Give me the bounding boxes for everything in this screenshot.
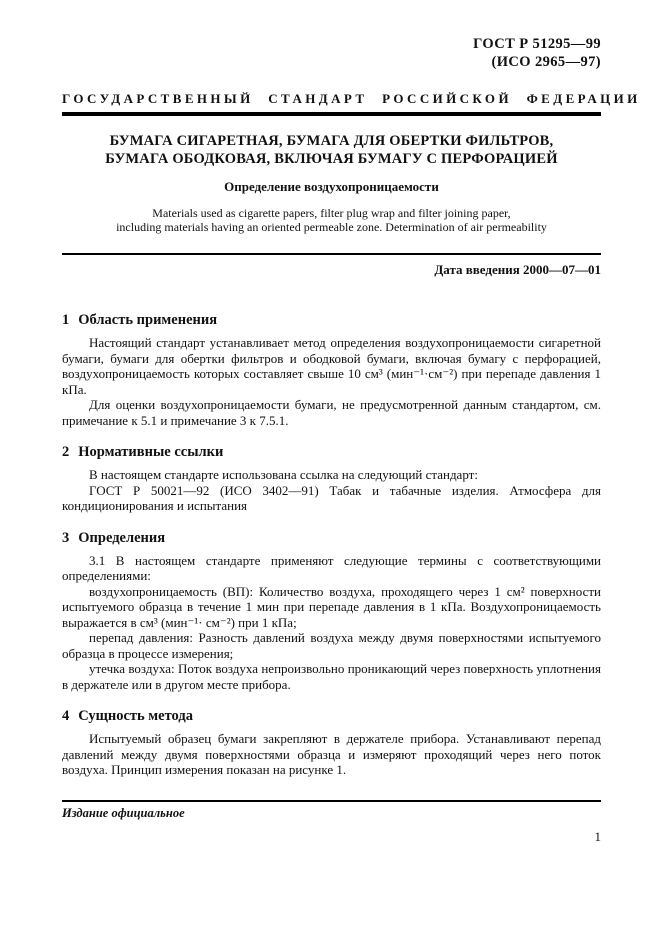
document-title-en-line1: Materials used as cigarette papers, filter plug wrap and filter joining paper, — [152, 206, 511, 220]
document-title-en-line2: including materials having an oriented permeable zone. Determination of air permeability — [116, 219, 547, 234]
section-title: Определения — [78, 529, 166, 546]
document-subtitle: Определение воздухопроницаемости — [224, 179, 439, 194]
paragraph: Настоящий стандарт устанавливает метод определения воздухопроницаемости сигаретной бумаги, бумаги для обертки фильтров и ободковой бумаги, включая бумагу с перфорацией, воздухопроницаемость которых составляет свыше 10 см³ (мин⁻¹·см⁻²) при перепаде давления 1 кПа. — [62, 335, 601, 397]
section-heading — [62, 708, 601, 725]
paragraph: ГОСТ Р 50021—92 (ИСО 3402—91) Табак и табачные изделия. Атмосфера для кондиционирования и испытания — [62, 482, 601, 513]
banner-divider — [62, 112, 601, 116]
document-title-line2: БУМАГА ОБОДКОВАЯ, ВКЛЮЧАЯ БУМАГУ С ПЕРФОРАЦИЕЙ — [105, 150, 558, 167]
section-3-definitions — [62, 530, 601, 693]
section-4-method-essence — [62, 708, 601, 778]
section-heading — [62, 530, 601, 547]
paragraph: воздухопроницаемость (ВП): Количество воздуха, проходящего через 1 см² поверхности испытуемого образца в течение 1 мин при перепаде давления в 1 кПа. Воздухопроницаемость выражается в см³ (мин⁻¹· см⁻²) при 1 кПа; — [62, 583, 601, 630]
section-2-normative-references — [62, 444, 601, 514]
document-title-english — [62, 207, 601, 234]
iso-reference: (ИСО 2965—97) — [491, 53, 601, 70]
paragraph: утечка воздуха: Поток воздуха непроизвольно проникающий через поверхность уплотнения в держателе или в другом месте прибора. — [62, 661, 601, 692]
federation-banner: ГОСУДАРСТВЕННЫЙ СТАНДАРТ РОССИЙСКОЙ ФЕДЕРАЦИИ — [62, 91, 641, 106]
effective-date: Дата введения 2000—07—01 — [434, 262, 601, 277]
section-number: 4 — [62, 708, 70, 724]
section-number: 1 — [62, 312, 70, 328]
section-number: 2 — [62, 444, 70, 460]
section-1-scope — [62, 312, 601, 428]
section-title: Нормативные ссылки — [78, 444, 224, 460]
official-edition-note: Издание официальное — [62, 806, 185, 820]
section-title: Сущность метода — [78, 708, 193, 724]
page-number: 1 — [594, 829, 601, 844]
page-footer — [62, 800, 601, 845]
document-title — [62, 133, 601, 168]
section-number: 3 — [62, 529, 70, 546]
document-title-line1: БУМАГА СИГАРЕТНАЯ, БУМАГА ДЛЯ ОБЕРТКИ ФИЛЬТРОВ, — [109, 133, 554, 149]
section-divider — [62, 253, 601, 255]
paragraph: Испытуемый образец бумаги закрепляют в держателе прибора. Устанавливают перепад давлений между двумя поверхностями образца и измеряют проходящий через него поток воздуха. Принцип измерения показан на рисунке 1. — [62, 731, 601, 777]
standard-number: ГОСТ Р 51295—99 — [473, 36, 601, 52]
section-heading — [62, 444, 601, 461]
paragraph: 3.1 В настоящем стандарте применяют следующие термины с соответствующими определениями: — [62, 552, 601, 583]
doc-header — [62, 36, 601, 71]
page-content — [62, 36, 641, 778]
paragraph: перепад давления: Разность давлений воздуха между двумя поверхностями испытуемого образца в процессе измерения; — [62, 630, 601, 661]
section-title: Область применения — [78, 312, 218, 328]
paragraph: Для оценки воздухопроницаемости бумаги, не предусмотренной данным стандартом, см. примечание к 5.1 и примечание 3 к 7.5.1. — [62, 397, 601, 428]
paragraph: В настоящем стандарте использована ссылка на следующий стандарт: — [89, 467, 478, 482]
section-heading — [62, 312, 601, 329]
